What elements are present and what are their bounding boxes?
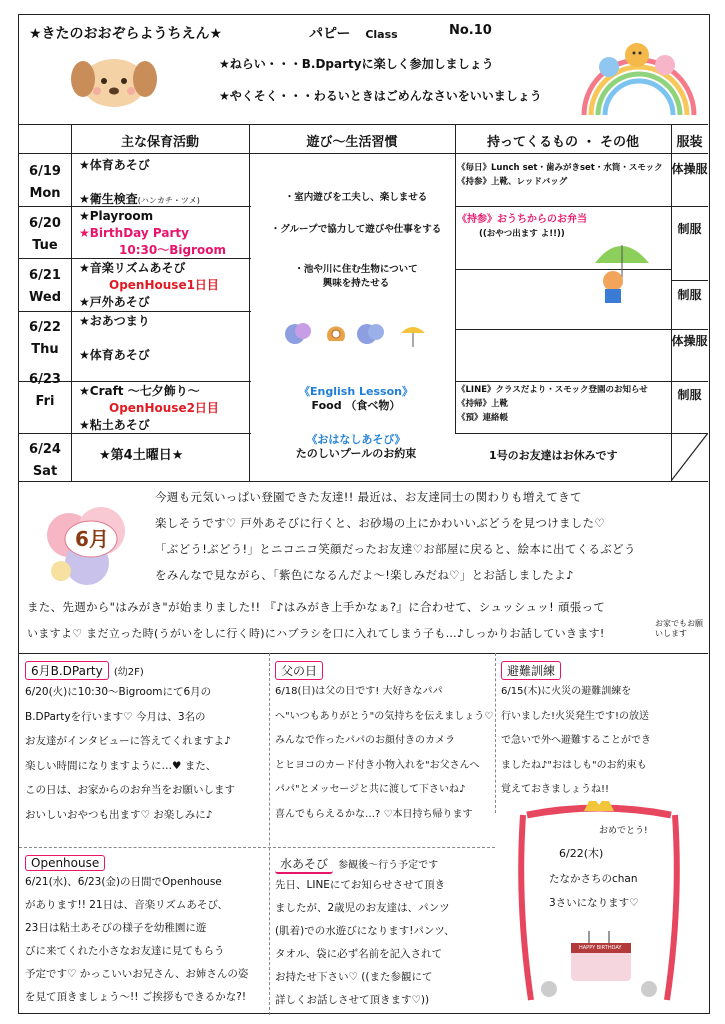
dress-row-2: 制服 (677, 222, 702, 236)
activity-row-6: ★第4土曜日★ (99, 448, 184, 463)
column-water-play (275, 851, 525, 1015)
header (19, 15, 708, 125)
date-row-5: 6/23 Fri (29, 372, 61, 409)
date-row-4: 6/22 Thu (29, 320, 61, 357)
dress-row-5: 制服 (677, 388, 702, 402)
water-play-note: 参観後～行う予定です (338, 860, 439, 871)
activity-row-4: ★おあつまり ★体育あそび (79, 314, 150, 362)
water-play-body: 先日、LINEにてお知らせさせて頂き ましたが、2歳児のお友達は、パンツ (肌着)での水遊びになります!パンツ、 タオル、袋に必ず名前を記入されて お持たせ下さい♡ ((また参観にて 詳しくお話しさせて頂きます♡)) (275, 879, 455, 1006)
promise-text: ★やくそく・・・わるいときはごめんなさいをいいましょう (219, 89, 542, 103)
bd-party-body: 6/20(火)に10:30～Bigroomにて6月の B.DPartyを行います♡ 今月は、3名の お友達がインタビューに答えてくれますよ♪ 楽しい時間になりますように…♥ また、 この日は、お家からのお弁当をお願いします おいしいおやつも出ます♡ お楽しみに♪ (25, 686, 235, 821)
bd-date: 6/22(木) (559, 847, 604, 860)
activity-row-3: ★音楽リズムあそび OpenHouse1日目 ★戸外あそび (79, 261, 219, 309)
cake-label: HAPPY BIRTHDAY (579, 945, 622, 951)
story-time: 《おはなしあそび》 たのしいプールのお約束 (295, 433, 417, 460)
drill-body: 6/15(木)に火災の避難訓練を 行いました!火災発生です!の放送 で急いで外へ避難することができ ましたね♪"おはしも"のお約束も 覚えておきましょうね!! (501, 686, 651, 795)
class-name (309, 23, 398, 43)
english-lesson: 《English Lesson》 Food （食べ物） (299, 385, 413, 412)
dress-row-4: 体操服 (671, 334, 708, 348)
life-item-1: ・室内遊びを工夫し、楽しませる (284, 192, 428, 203)
openhouse-body: 6/21(水)、6/23(金)の日間でOpenhouse があります!! 21日は、音楽リズムあそび、 23日は粘土あそびの様子を幼稚園に遊 びに来てくれた小さなお友達に見てもらう 予定です♡ かっこいいお兄さん、お姉さんの姿 を見て頂きましょう～!! ご挨拶もできるかな?! (25, 876, 249, 1003)
bd-party-note: (幼2F) (113, 667, 144, 678)
diagonal-line (671, 433, 708, 481)
activity-row-2: ★Playroom ★BirthDay Party 10:30～Bigroom (79, 209, 226, 257)
header-dress: 服装 (676, 135, 703, 150)
bd-party-title: 6月B.DParty (25, 661, 109, 680)
water-play-title: 水あそび (275, 855, 333, 874)
aim-text: ★ねらい・・・B.Dpartyに楽しく参加しましょう (219, 57, 494, 71)
openhouse-title: Openhouse (25, 855, 105, 871)
frog-umbrella-icon (591, 235, 651, 307)
class-label: Class (365, 28, 398, 41)
activity-row-1: ★体育あそび ★衛生検査(ハンカチ・ツメ) (79, 158, 200, 206)
bd-name: たなかさちのchan (549, 873, 638, 885)
life-item-3: ・池や川に住む生物について 興味を持たせる (294, 264, 418, 289)
header-life: 遊び～生活習慣 (306, 135, 398, 150)
hydrangea-snail-umbrella-icon (281, 319, 431, 349)
message-note: お家でもお願いします (655, 619, 703, 638)
message-line-2: 楽しそうです♡ 戸外あそびに行くと、お砂場の上にかわいいぶどうを見つけました♡ (155, 516, 605, 530)
issue-number: No.10 (449, 23, 492, 38)
fathers-day-title: 父の日 (275, 661, 323, 680)
date-row-6: 6/24 Sat (29, 442, 61, 479)
bd-age: 3さいになります♡ (549, 897, 639, 909)
header-activity: 主な保育活動 (120, 135, 199, 150)
message-line-6: いますよ♡ まだ立った時(うがいをしに行く時)にハブラシを口に入れてしまう子も…♪しっかりお話していきます! (27, 627, 605, 640)
school-name: ★きたのおおぞらようちえん★ (29, 26, 223, 42)
dress-row-1: 体操服 (671, 162, 708, 176)
date-row-1: 6/19 Mon (29, 164, 61, 201)
life-item-2: ・グループで協力して遊びや仕事をする (270, 224, 442, 235)
column-evacuation-drill (501, 657, 707, 815)
dress-row-3: 制服 (677, 288, 702, 302)
date-row-3: 6/21 Wed (29, 268, 61, 305)
dog-face-icon (69, 49, 159, 111)
newsletter-sheet (18, 14, 710, 1014)
bring-row-5: 《LINE》クラスだより・スモック登園のお知らせ 《持帰》上靴 《預》連絡帳 (457, 385, 648, 423)
weekly-schedule-table (19, 125, 708, 481)
class-name-text: パピー (309, 26, 351, 42)
bd-congrats: おめでとう! (599, 826, 648, 836)
column-openhouse (25, 851, 265, 1015)
bring-row-1: 《毎日》Lunch set・歯みがきset・水筒・スモック 《持参》上靴、レッドバッグ (457, 163, 663, 187)
header-bring: 持ってくるもの ・ その他 (486, 135, 640, 150)
rainbow-animals-icon (579, 37, 699, 117)
date-row-2: 6/20 Tue (29, 216, 61, 253)
fathers-day-body: 6/18(日)は父の日です! 大好きなパパ へ"いつもありがとう"の気持ちを伝えましょう♡ みんなで作ったパパのお顔付きのカメラ とヒヨコのカード付き小物入れを"お父さんへ パパ"とメッセージと共に渡して下さいね♪ 喜んでもらえるかな…? ♡本日持ち帰ります (275, 686, 494, 820)
message-line-5: また、先週から"はみがき"が始まりました!! 『♪はみがき上手かなぁ?』に合わせて、シュッシュッ! 頑張って (27, 600, 606, 614)
message-line-4: をみんなで見ながら、「紫色になるんだよ～!楽しみだね♡」とお話しましたよ♪ (155, 568, 574, 582)
activity-row-5: ★Craft ～七夕飾り～ OpenHouse2日目 ★粘土あそび (79, 384, 219, 432)
month-label: 6月 (75, 527, 109, 551)
bring-row-6: 1号のお友達はお休みです (489, 449, 618, 462)
message-line-3: 「ぶどう!ぶどう!」とニコニコ笑顔だったお友達♡お部屋に戻ると、絵本に出てくるぶどう (155, 542, 636, 556)
drill-title: 避難訓練 (501, 661, 561, 680)
message-line-1: 今週も元気いっぱい登園できた友達!! 最近は、お友達同士の関わりも増えてきて (155, 490, 582, 504)
bring-row-2: 《持参》おうちからのお弁当 ((おやつ出ます よ!!)) (457, 214, 587, 239)
